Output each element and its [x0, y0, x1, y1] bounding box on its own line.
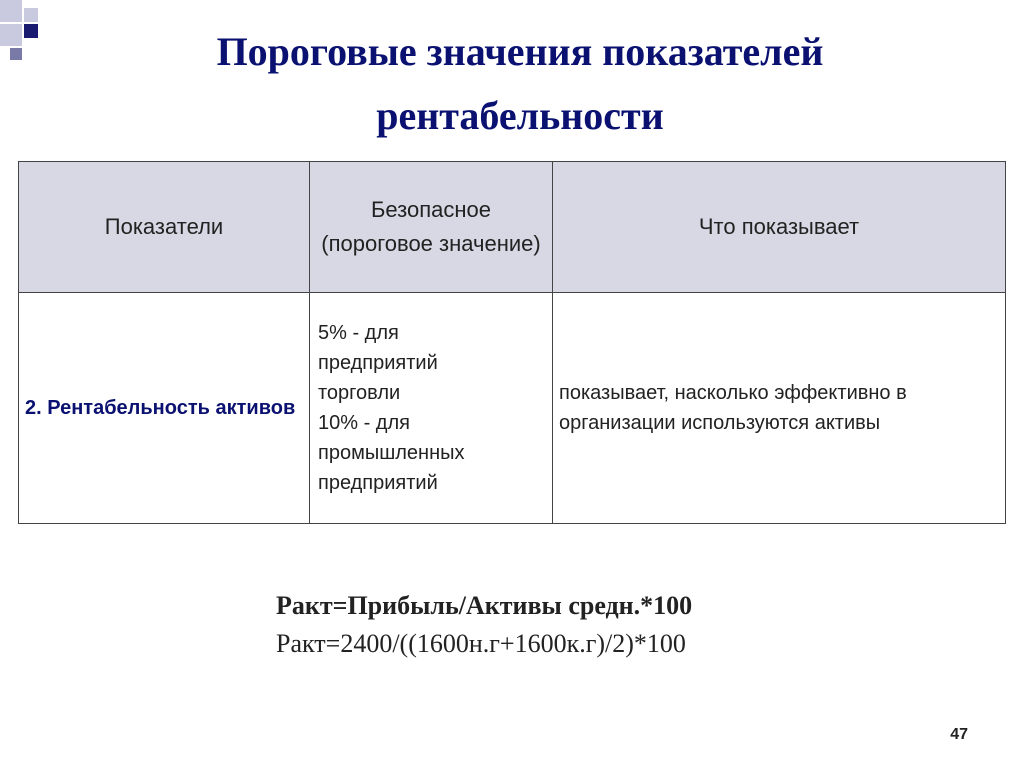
description-line: показывает, насколько эффективно в: [559, 382, 907, 404]
threshold-line: 5% - для: [318, 322, 399, 344]
title-line-1: Пороговые значения показателей: [216, 29, 824, 74]
threshold-line: торговли: [318, 382, 401, 404]
header-indicators: Показатели: [19, 162, 310, 293]
threshold-line: 10% - для: [318, 412, 410, 434]
slide-title: [40, 20, 1000, 148]
title-line-2: рентабельности: [376, 93, 664, 138]
table-header-row: [19, 162, 1006, 293]
page-number: 47: [950, 726, 968, 743]
formula-block: [276, 587, 692, 663]
description-line: организации используются активы: [559, 412, 881, 434]
decoration-square: [24, 24, 38, 38]
description-cell: [553, 293, 1006, 524]
decoration-square: [24, 8, 38, 22]
decoration-square: [10, 48, 22, 60]
indicator-table: [18, 161, 1006, 524]
indicator-name: 2. Рентабельность активов: [25, 397, 296, 419]
decoration-square: [0, 0, 22, 22]
header-threshold: Безопасное (пороговое значение): [310, 162, 553, 293]
formula-definition: Ракт=Прибыль/Активы средн.*100: [276, 591, 693, 620]
header-description: Что показывает: [553, 162, 1006, 293]
table-row: [19, 293, 1006, 524]
threshold-line: предприятий: [318, 472, 438, 494]
threshold-cell: [310, 293, 553, 524]
formula-calculation: Ракт=2400/((1600н.г+1600к.г)/2)*100: [276, 629, 686, 658]
threshold-line: предприятий: [318, 352, 438, 374]
threshold-line: промышленных: [318, 442, 465, 464]
decoration-square: [0, 24, 22, 46]
indicator-cell: [19, 293, 310, 524]
